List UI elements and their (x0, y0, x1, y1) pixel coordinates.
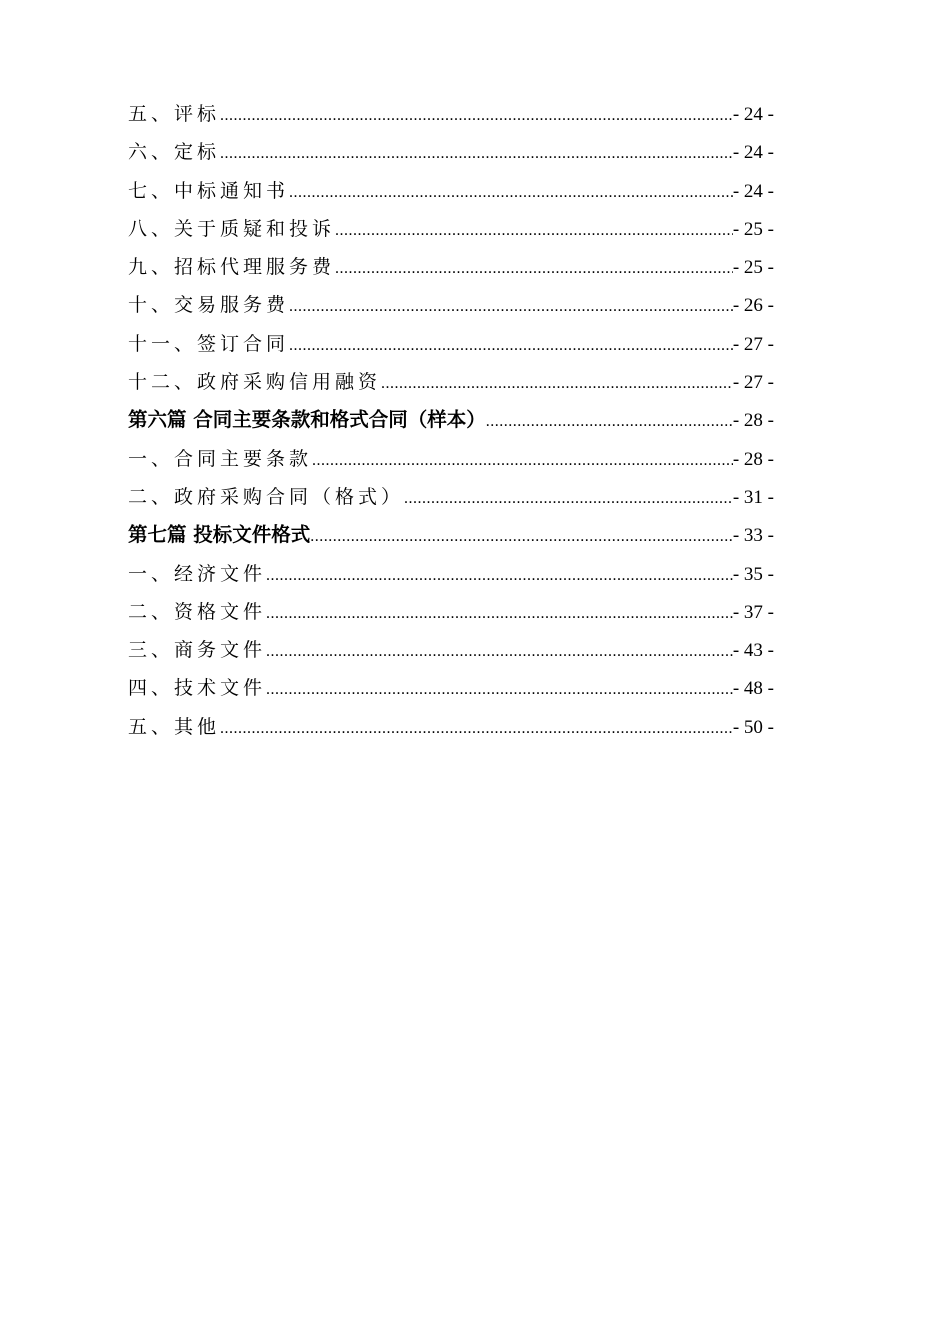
toc-entry-page: - 50 - (732, 716, 774, 738)
toc-dot-leader (266, 557, 733, 595)
toc-entry[interactable] (128, 325, 774, 363)
toc-dot-leader (335, 212, 733, 250)
table-of-contents (128, 95, 774, 746)
toc-dot-leader (335, 250, 733, 288)
toc-dot-leader (220, 97, 733, 135)
toc-entry[interactable] (128, 555, 774, 593)
toc-entry-page: - 27 - (732, 372, 774, 394)
toc-entry-page: - 25 - (732, 257, 774, 279)
toc-entry-title: 二、政府采购合同（格式） (128, 485, 405, 508)
toc-dot-leader (220, 710, 733, 748)
toc-chapter-entry[interactable] (128, 516, 774, 554)
toc-dot-leader (220, 135, 733, 173)
toc-entry[interactable] (128, 363, 774, 401)
toc-entry[interactable] (128, 95, 774, 133)
toc-chapter-title: 第六篇 合同主要条款和格式合同（样本） (128, 408, 486, 432)
toc-dot-leader (381, 365, 733, 403)
toc-entry-page: - 43 - (732, 640, 774, 662)
toc-entry[interactable] (128, 669, 774, 707)
toc-entry-title: 五、评标 (128, 103, 221, 125)
toc-entry-title: 七、中标通知书 (128, 179, 290, 202)
toc-dot-leader (266, 671, 733, 709)
toc-entry-title: 十二、政府采购信用融资 (128, 371, 382, 394)
toc-entry-title: 五、其他 (128, 715, 221, 738)
toc-entry[interactable] (128, 210, 774, 248)
toc-entry-page: - 31 - (732, 486, 774, 508)
toc-entry-page: - 35 - (732, 563, 774, 585)
toc-entry-page: - 26 - (732, 295, 774, 317)
toc-dot-leader (312, 442, 733, 480)
toc-dot-leader (404, 480, 733, 518)
toc-dot-leader (486, 403, 733, 441)
toc-entry-page: - 24 - (732, 180, 774, 202)
toc-entry-title: 十一、签订合同 (128, 332, 290, 355)
toc-entry-page: - 48 - (732, 678, 774, 700)
toc-entry-page: - 28 - (732, 448, 774, 470)
toc-entry[interactable] (128, 133, 774, 171)
toc-entry-title: 一、合同主要条款 (128, 447, 313, 470)
toc-dot-leader (310, 518, 733, 556)
toc-entry[interactable] (128, 708, 774, 746)
toc-entry-page: - 27 - (732, 333, 774, 355)
toc-dot-leader (289, 288, 733, 326)
toc-entry-title: 八、关于质疑和投诉 (128, 217, 336, 240)
toc-entry[interactable] (128, 440, 774, 478)
toc-entry[interactable] (128, 593, 774, 631)
toc-entry-title: 十、交易服务费 (128, 294, 290, 317)
toc-entry-page: - 24 - (732, 142, 774, 164)
toc-chapter-entry[interactable] (128, 401, 774, 439)
toc-entry-title: 四、技术文件 (128, 677, 267, 700)
toc-dot-leader (289, 327, 733, 365)
toc-dot-leader (289, 174, 733, 212)
toc-entry-title: 一、经济文件 (128, 562, 267, 585)
toc-entry-page: - 25 - (732, 218, 774, 240)
toc-entry-title: 九、招标代理服务费 (128, 256, 336, 279)
toc-dot-leader (266, 633, 733, 671)
toc-entry[interactable] (128, 631, 774, 669)
toc-chapter-title: 第七篇 投标文件格式 (128, 523, 311, 547)
toc-entry[interactable] (128, 478, 774, 516)
toc-entry-page: - 24 - (732, 104, 774, 125)
toc-dot-leader (266, 595, 733, 633)
toc-entry-title: 二、资格文件 (128, 600, 267, 623)
toc-entry-page: - 33 - (732, 525, 774, 547)
toc-entry-page: - 28 - (732, 410, 774, 432)
toc-entry[interactable] (128, 172, 774, 210)
toc-entry-title: 三、商务文件 (128, 639, 267, 662)
toc-entry-page: - 37 - (732, 601, 774, 623)
toc-entry[interactable] (128, 248, 774, 286)
toc-entry[interactable] (128, 286, 774, 324)
toc-entry-title: 六、定标 (128, 141, 221, 164)
